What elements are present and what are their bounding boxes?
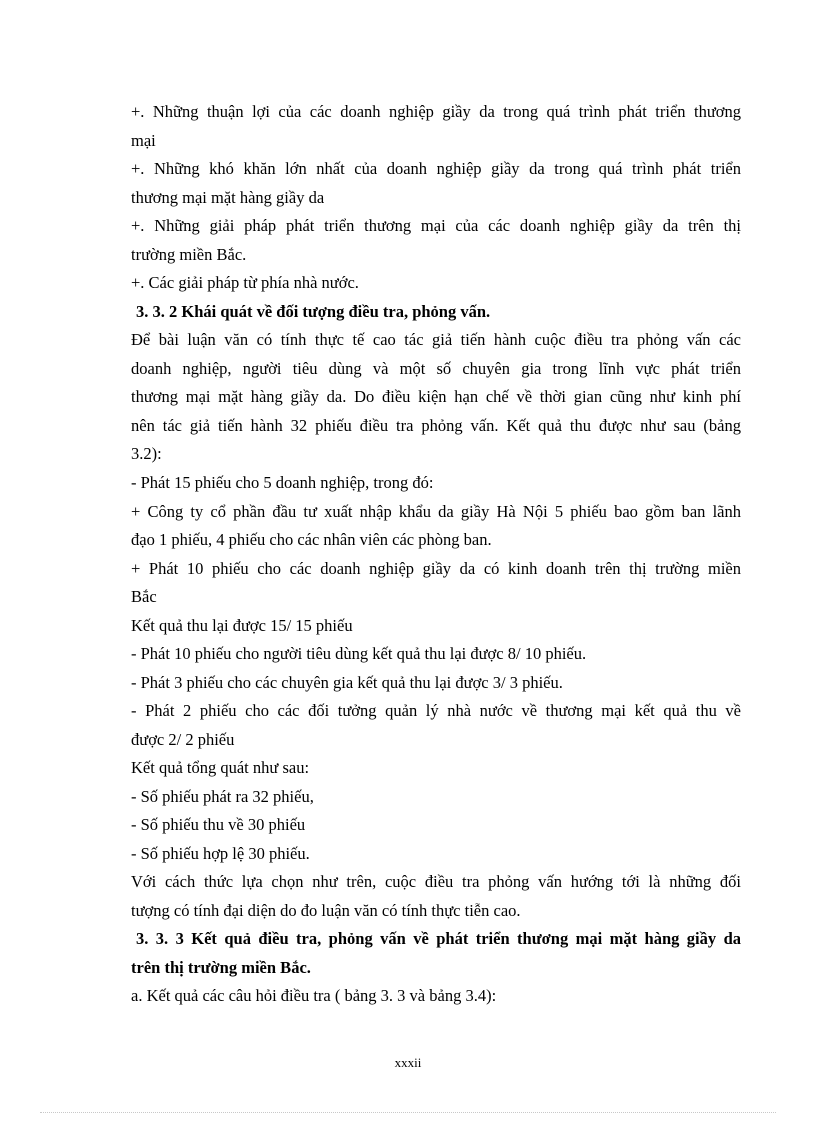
text-line: +. Các giải pháp từ phía nhà nước. xyxy=(131,273,359,292)
text-line: + Công ty cổ phần đầu tư xuất nhập khẩu da giầy Hà Nội 5 phiếu bao gồm ban lãnh xyxy=(131,502,741,521)
text-line: nên tác giả tiến hành 32 phiếu điều tra phỏng vấn. Kết quả thu được như sau (bảng xyxy=(131,416,741,435)
page-bottom-divider xyxy=(40,1112,776,1113)
section-heading-3-3-3-cont: trên thị trường miền Bắc. xyxy=(131,958,311,977)
text-line: Kết quả tổng quát như sau: xyxy=(131,758,310,777)
text-line: thương mại mặt hàng giầy da. Do điều kiện hạn chế về thời gian cũng như kinh phí xyxy=(131,387,741,406)
text-line: - Phát 2 phiếu cho các đối tưởng quản lý nhà nước về thương mại kết quả thu về xyxy=(131,701,741,720)
text-line: +. Những thuận lợi của các doanh nghiệp giầy da trong quá trình phát triển thương xyxy=(131,102,741,121)
text-line: tượng có tính đại diện do đo luận văn có tính thực tiễn cao. xyxy=(131,901,521,920)
page-number: xxxii xyxy=(394,1055,422,1070)
text-line: Với cách thức lựa chọn như trên, cuộc điều tra phỏng vấn hướng tới là những đối xyxy=(131,872,741,891)
text-line: trường miền Bắc. xyxy=(131,245,247,264)
text-line: a. Kết quả các câu hỏi điều tra ( bảng 3. 3 và bảng 3.4): xyxy=(131,986,497,1005)
text-line: +. Những khó khăn lớn nhất của doanh nghiệp giầy da trong quá trình phát triển xyxy=(131,159,741,178)
text-line: mại xyxy=(131,131,156,150)
text-line: thương mại mặt hàng giầy da xyxy=(131,188,325,207)
text-line: - Số phiếu hợp lệ 30 phiếu. xyxy=(131,844,310,863)
text-line: doanh nghiệp, người tiêu dùng và một số chuyên gia trong lĩnh vực phát triển xyxy=(131,359,741,378)
text-line: Bắc xyxy=(131,587,157,606)
section-heading-3-3-3: 3. 3. 3 Kết quả điều tra, phỏng vấn về phát triển thương mại mặt hàng giầy da xyxy=(136,929,741,948)
text-line: - Phát 15 phiếu cho 5 doanh nghiệp, trong đó: xyxy=(131,473,434,492)
text-line: 3.2): xyxy=(131,444,162,463)
text-line: được 2/ 2 phiếu xyxy=(131,730,235,749)
text-line: - Phát 10 phiếu cho người tiêu dùng kết quả thu lại được 8/ 10 phiếu. xyxy=(131,644,587,663)
text-line: Để bài luận văn có tính thực tế cao tác giả tiến hành cuộc điều tra phỏng vấn các xyxy=(131,330,741,349)
text-line: + Phát 10 phiếu cho các doanh nghiệp giầy da có kinh doanh trên thị trường miền xyxy=(131,559,741,578)
text-line: Kết quả thu lại được 15/ 15 phiếu xyxy=(131,616,353,635)
text-line: - Số phiếu phát ra 32 phiếu, xyxy=(131,787,314,806)
text-line: đạo 1 phiếu, 4 phiếu cho các nhân viên các phòng ban. xyxy=(131,530,492,549)
text-line: +. Những giải pháp phát triển thương mại của các doanh nghiệp giầy da trên thị xyxy=(131,216,741,235)
text-line: - Số phiếu thu về 30 phiếu xyxy=(131,815,306,834)
text-line: - Phát 3 phiếu cho các chuyên gia kết quả thu lại được 3/ 3 phiếu. xyxy=(131,673,563,692)
section-heading-3-3-2: 3. 3. 2 Khái quát về đối tượng điều tra, phỏng vấn. xyxy=(136,302,491,321)
